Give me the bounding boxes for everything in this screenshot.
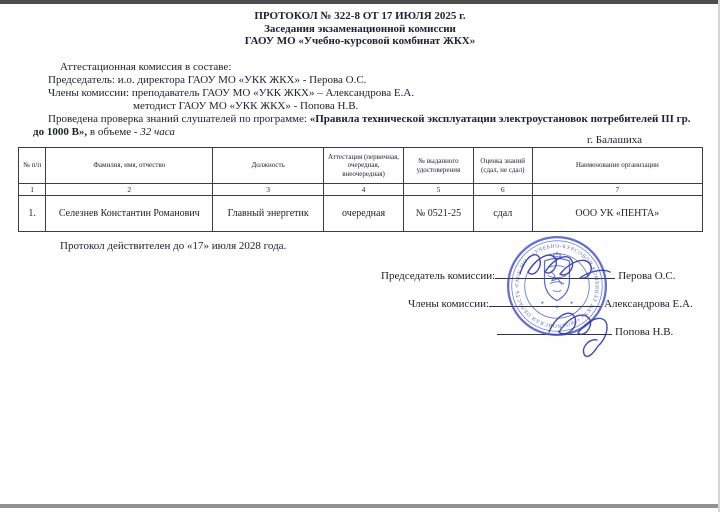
col-header-grade: Оценка знаний (сдал, не сдал) bbox=[473, 148, 532, 184]
validity-line: Протокол действителен до «17» июля 2028 года. bbox=[60, 240, 287, 252]
member2-name: Попова Н.В. bbox=[615, 326, 674, 338]
cell-position: Главный энергетик bbox=[213, 196, 324, 232]
attestation-table bbox=[18, 147, 703, 232]
commission-member-2: методист ГАОУ МО «УКК ЖКХ» - Попова Н.В. bbox=[133, 100, 359, 112]
table-row bbox=[19, 196, 703, 232]
members-signature-label: Члены комиссии: bbox=[408, 298, 490, 310]
table-colnum-row bbox=[19, 184, 703, 196]
colnum-4: 4 bbox=[324, 184, 404, 196]
col-header-position: Должность bbox=[213, 148, 324, 184]
col-header-organization: Наименование организации bbox=[532, 148, 702, 184]
colnum-5: 5 bbox=[404, 184, 474, 196]
colnum-6: 6 bbox=[473, 184, 532, 196]
cell-certificate: № 0521-25 bbox=[404, 196, 474, 232]
signature-row-member-1 bbox=[408, 296, 693, 310]
signature-row-chairman bbox=[381, 268, 676, 282]
stamp-ring-text: ГАОУ МО • «УЧЕБНО-КУРСОВОЙ КОМБИНАТ ЖКХ» • МОСКОВСКАЯ ОБЛАСТЬ • bbox=[514, 243, 600, 329]
commission-chairman: Председатель: и.о. директора ГАОУ МО «УКК ЖКХ» - Перова О.С. bbox=[48, 74, 367, 86]
col-header-number: № п/п bbox=[19, 148, 46, 184]
member1-name: Александрова Е.А. bbox=[604, 298, 693, 310]
table-header-row bbox=[19, 148, 703, 184]
member1-signature-line bbox=[489, 296, 601, 307]
cell-organization: ООО УК «ПЕНТА» bbox=[532, 196, 702, 232]
title-line-2: Заседания экзаменационной комиссии bbox=[264, 22, 456, 35]
title-line-1: ПРОТОКОЛ № 322-8 ОТ 17 ИЮЛЯ 2025 г. bbox=[254, 10, 466, 22]
colnum-3: 3 bbox=[213, 184, 324, 196]
colnum-1: 1 bbox=[19, 184, 46, 196]
program-line-2 bbox=[33, 126, 175, 138]
signature-row-member-2 bbox=[497, 324, 673, 338]
scan-edge-bottom bbox=[0, 504, 720, 508]
program-name-part2: до 1000 В», bbox=[33, 126, 88, 138]
member2-signature-line bbox=[497, 324, 612, 335]
chairman-signature-label: Председатель комиссии: bbox=[381, 270, 496, 282]
chairman-handwritten-signature bbox=[508, 244, 618, 290]
commission-intro: Аттестационная комиссия в составе: bbox=[60, 61, 232, 73]
program-hours: 32 часа bbox=[140, 126, 175, 138]
col-header-attestation: Аттестация (первичная, очередная, внеочередная) bbox=[324, 148, 404, 184]
document-title bbox=[0, 10, 720, 48]
program-prefix: Проведена проверка знаний слушателей по программе: bbox=[48, 113, 310, 125]
chairman-name: Перова О.С. bbox=[618, 270, 676, 282]
colnum-2: 2 bbox=[46, 184, 213, 196]
col-header-certificate: № выданного удостоверения bbox=[404, 148, 474, 184]
city-label: г. Балашиха bbox=[587, 134, 643, 146]
title-line-3: ГАОУ МО «Учебно-курсовой комбинат ЖКХ» bbox=[244, 35, 476, 47]
program-name-part1: «Правила технической эксплуатации электроустановок потребителей III гр. bbox=[309, 113, 691, 125]
cell-grade: сдал bbox=[473, 196, 532, 232]
chairman-signature-line bbox=[495, 268, 615, 279]
scan-edge-top bbox=[0, 0, 720, 4]
cell-fullname: Селезнев Константин Романович bbox=[46, 196, 213, 232]
cell-row-number: 1. bbox=[19, 196, 46, 232]
stamp-seal bbox=[505, 234, 609, 338]
colnum-7: 7 bbox=[532, 184, 702, 196]
col-header-fullname: Фамилия, имя, отчество bbox=[46, 148, 213, 184]
program-volume-label: в объеме - bbox=[87, 126, 141, 138]
program-line-1 bbox=[48, 113, 691, 125]
commission-member-1: Члены комиссии: преподаватель ГАОУ МО «УКК ЖКХ» – Александрова Е.А. bbox=[48, 87, 415, 99]
cell-attestation: очередная bbox=[324, 196, 404, 232]
svg-text:ГАОУ МО • «УЧЕБНО-КУРСОВОЙ КОМ bbox=[514, 243, 599, 328]
